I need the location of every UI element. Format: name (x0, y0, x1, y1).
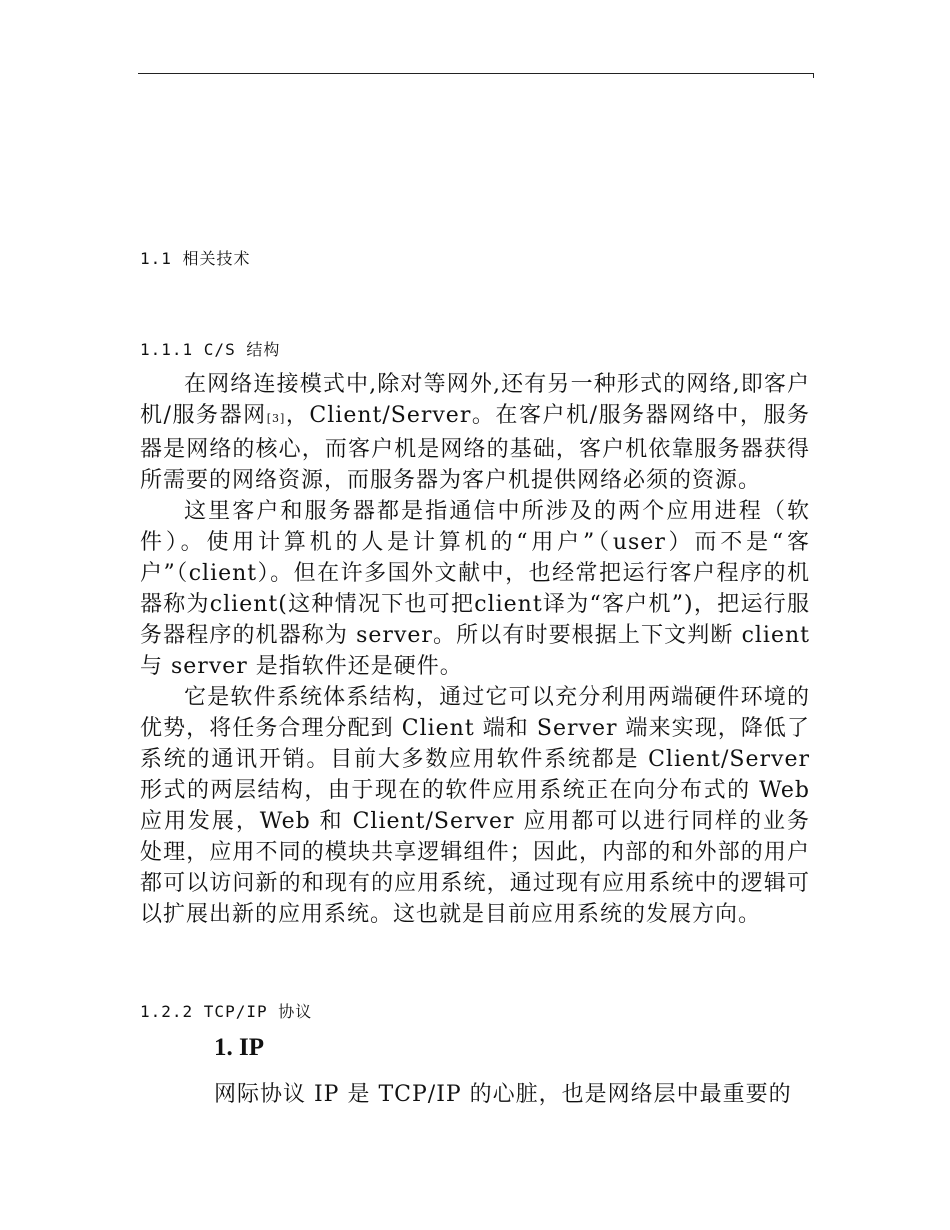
paragraph-2: 这里客户和服务器都是指通信中所涉及的两个应用进程（软件）。使用计算机的人是计算机的“用户”（user）而不是“客户”（client）。但在许多国外文献中，也经常把运行客户程序的机器称为client(这种情况下也可把client译为“客户机”)，把运行服务器程序的机器称为 server。所以有时要根据上下文判断 client 与 server 是指软件还是硬件。 (140, 499, 811, 679)
paragraph-1-part-b: ，Client/Server。在客户机/服务器网络中，服务器是网络的核心，而客户机是网络的基础，客户机依靠服务器获得所需要的网络资源，而服务器为客户机提供网络必须的资源。 (140, 403, 810, 493)
header-rule (138, 73, 814, 74)
ip-heading: 1. IP (214, 1034, 264, 1061)
subsection-heading-cs: 1.1.1 C/S 结构 (140, 340, 281, 359)
subsection-heading-tcpip: 1.2.2 TCP/IP 协议 (140, 1002, 313, 1021)
citation-marker: [3] (266, 412, 286, 425)
header-rule-tick (813, 73, 814, 78)
section-heading: 1.1 相关技术 (140, 249, 251, 268)
paragraph-1 (140, 369, 810, 496)
body-text (140, 369, 810, 930)
paragraph-4: 网际协议 IP 是 TCP/IP 的心脏，也是网络层中最重要的 (214, 1082, 792, 1107)
paragraph-1-part-a: 在网络连接模式中,除对等网外,还有另一种形式的网络,即客户机/服务器网 (140, 372, 810, 428)
paragraph-3: 它是软件系统体系结构，通过它可以充分利用两端硬件环境的优势，将任务合理分配到 Client 端和 Server 端来实现，降低了系统的通讯开销。目前大多数应用软件系统都是 Client/Server 形式的两层结构，由于现在的软件应用系统正在向分布式的 Web 应用发展，Web 和 Client/Server 应用都可以进行同样的业务处理，应用不同的模块共享逻辑组件；因此，内部的和外部的用户都可以访问新的和现有的应用系统，通过现有应用系统中的逻辑可以扩展出新的应用系统。这也就是目前应用系统的发展方向。 (140, 685, 810, 927)
